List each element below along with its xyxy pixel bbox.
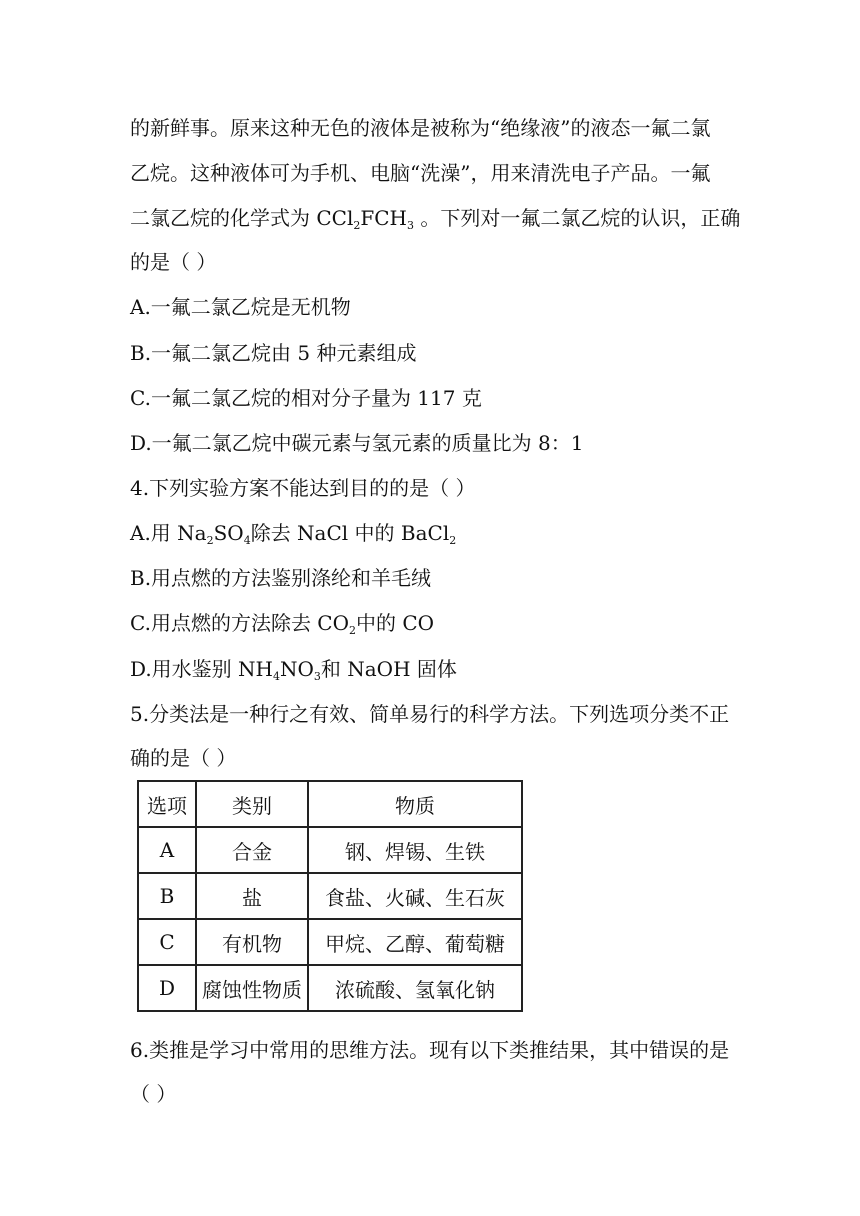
q4-option-a: A.用 $Na_2SO_4$除去 NaCl 中的 BaCl$_2$ [130,521,457,547]
table-cell: 有机物 [196,919,308,965]
q4-option-c: C.用点燃的方法除去 $CO_2$中的 CO [130,611,435,637]
q3-line-4: 的是（ ） [130,250,217,274]
table-cell: 甲烷、乙醇、葡萄糖 [308,919,522,965]
table-cell: A [138,827,196,873]
q3-option-a: A.一氟二氯乙烷是无机物 [130,295,351,319]
q3-line-3: 二氯乙烷的化学式为 $CCl_2FCH_3$ 。下列对一氟二氯乙烷的认识，正确 [130,206,741,232]
table-header-cell: 选项 [138,781,196,827]
table-cell: B [138,873,196,919]
q6-stem-line-1: 6.类推是学习中常用的思维方法。现有以下类推结果，其中错误的是 [130,1038,730,1062]
q5-options-table [137,780,523,1012]
q6-stem-line-2: （ ） [130,1082,177,1106]
table-header-cell: 类别 [196,781,308,827]
q3-option-b: B.一氟二氯乙烷由 5 种元素组成 [130,341,417,365]
table-cell: 合金 [196,827,308,873]
q3-line-1: 的新鲜事。原来这种无色的液体是被称为“绝缘液”的液态一氟二氯 [130,116,711,140]
q3-option-c: C.一氟二氯乙烷的相对分子量为 117 克 [130,386,482,410]
table-cell: 浓硫酸、氢氧化钠 [308,965,522,1011]
q4-option-d: D.用水鉴别 $NH_4NO_3$和 NaOH 固体 [130,657,457,683]
q3-line-2: 乙烷。这种液体可为手机、电脑“洗澡”，用来清洗电子产品。一氟 [130,161,711,185]
table-cell: 腐蚀性物质 [196,965,308,1011]
table-cell: 钢、焊锡、生铁 [308,827,522,873]
q3-option-d: D.一氟二氯乙烷中碳元素与氢元素的质量比为 8：1 [130,431,584,455]
table-header-row [138,781,522,827]
q5-stem-line-1: 5.分类法是一种行之有效、简单易行的科学方法。下列选项分类不正 [130,702,730,726]
q4-stem: 4.下列实验方案不能达到目的的是（ ） [130,476,476,500]
table-cell: 盐 [196,873,308,919]
table-header-cell: 物质 [308,781,522,827]
table-row [138,873,522,919]
table-cell: C [138,919,196,965]
table-row [138,919,522,965]
table-row [138,965,522,1011]
q4-option-b: B.用点燃的方法鉴别涤纶和羊毛绒 [130,566,432,590]
table-cell: D [138,965,196,1011]
q5-stem-line-2: 确的是（ ） [130,746,237,770]
table-cell: 食盐、火碱、生石灰 [308,873,522,919]
table-row [138,827,522,873]
